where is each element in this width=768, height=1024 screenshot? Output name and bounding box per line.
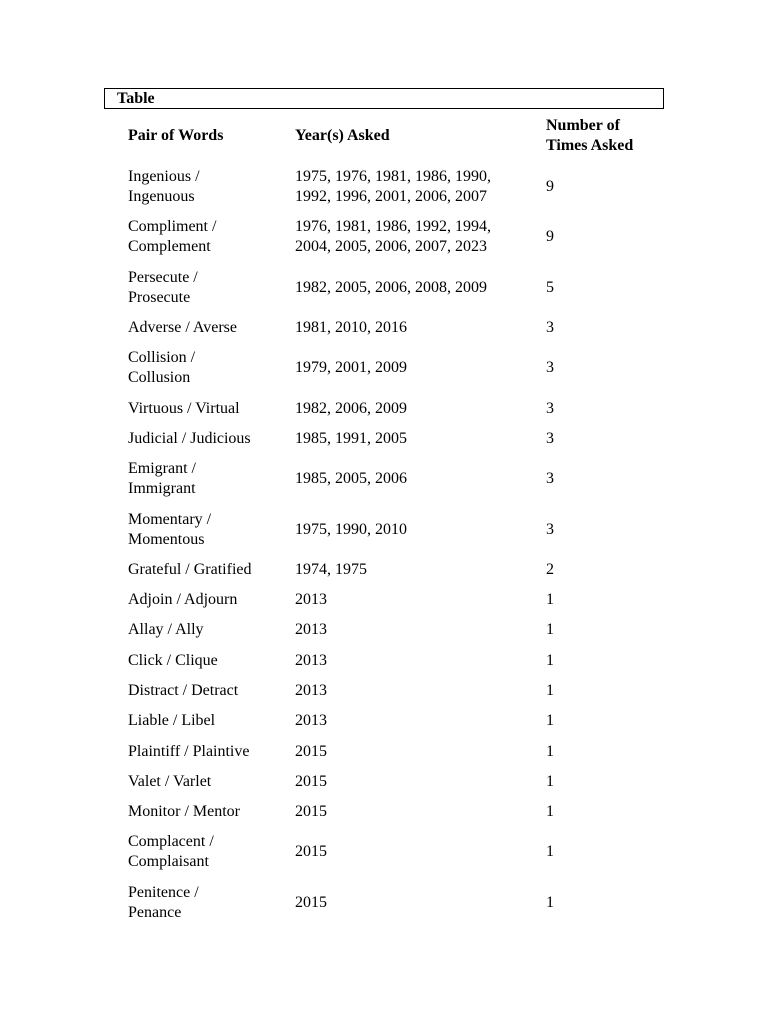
pair-cell: Valet / Varlet xyxy=(128,772,212,790)
header-pair-of-words: Pair of Words xyxy=(128,127,224,144)
pair-cell: Adverse / Averse xyxy=(128,319,237,337)
pair-cell: Persecute / Prosecute xyxy=(128,268,198,306)
count-cell: 9 xyxy=(546,178,554,196)
table-row xyxy=(118,162,666,212)
table-row xyxy=(118,767,666,797)
pair-cell: Click / Clique xyxy=(128,651,218,669)
years-cell: 1975, 1990, 2010 xyxy=(295,520,407,538)
years-cell: 2013 xyxy=(295,712,327,730)
table-row xyxy=(118,212,666,262)
pair-cell: Judicial / Judicious xyxy=(128,429,251,447)
pair-cell: Complacent / Complaisant xyxy=(128,833,214,871)
pair-cell: Compliment / Complement xyxy=(128,218,217,256)
table-header-row xyxy=(118,110,666,162)
table-row xyxy=(118,878,666,928)
count-cell: 3 xyxy=(546,319,554,337)
count-cell: 1 xyxy=(546,772,554,790)
years-cell: 1982, 2006, 2009 xyxy=(295,399,407,417)
pair-cell: Plaintiff / Plaintive xyxy=(128,742,250,760)
table-row xyxy=(118,615,666,645)
header-years-asked: Year(s) Asked xyxy=(295,127,390,144)
pair-cell: Allay / Ally xyxy=(128,621,204,639)
table-row xyxy=(118,313,666,343)
count-cell: 1 xyxy=(546,712,554,730)
pair-cell: Grateful / Gratified xyxy=(128,560,252,578)
table-row xyxy=(118,504,666,554)
years-cell: 1985, 2005, 2006 xyxy=(295,470,407,488)
table-row xyxy=(118,393,666,423)
count-cell: 2 xyxy=(546,560,554,578)
pair-cell: Virtuous / Virtual xyxy=(128,399,240,417)
table-row xyxy=(118,706,666,736)
years-cell: 1976, 1981, 1986, 1992, 1994, 2004, 2005, 2006, 2007, 2023 xyxy=(295,218,491,256)
years-cell: 2015 xyxy=(295,742,327,760)
table-row xyxy=(118,424,666,454)
table-row xyxy=(118,454,666,504)
count-cell: 9 xyxy=(546,228,554,246)
table-row xyxy=(118,585,666,615)
years-cell: 1985, 1991, 2005 xyxy=(295,429,407,447)
count-cell: 1 xyxy=(546,803,554,821)
table-row xyxy=(118,343,666,393)
count-cell: 3 xyxy=(546,470,554,488)
word-pairs-table xyxy=(118,110,666,928)
count-cell: 1 xyxy=(546,591,554,609)
years-cell: 1981, 2010, 2016 xyxy=(295,319,407,337)
count-cell: 1 xyxy=(546,651,554,669)
count-cell: 1 xyxy=(546,843,554,861)
count-cell: 1 xyxy=(546,742,554,760)
count-cell: 1 xyxy=(546,621,554,639)
years-cell: 1979, 2001, 2009 xyxy=(295,359,407,377)
years-cell: 1982, 2005, 2006, 2008, 2009 xyxy=(295,278,487,296)
table-row xyxy=(118,263,666,313)
table-row xyxy=(118,736,666,766)
count-cell: 3 xyxy=(546,520,554,538)
years-cell: 2015 xyxy=(295,803,327,821)
header-times-asked: Number of Times Asked xyxy=(546,117,634,154)
pair-cell: Monitor / Mentor xyxy=(128,803,240,821)
years-cell: 2015 xyxy=(295,772,327,790)
table-row xyxy=(118,676,666,706)
count-cell: 5 xyxy=(546,278,554,296)
table-row xyxy=(118,555,666,585)
pair-cell: Adjoin / Adjourn xyxy=(128,591,238,609)
count-cell: 1 xyxy=(546,682,554,699)
pair-cell: Penitence / Penance xyxy=(128,883,199,921)
years-cell: 1975, 1976, 1981, 1986, 1990, 1992, 1996, 2001, 2006, 2007 xyxy=(295,168,491,206)
table-title-box xyxy=(104,88,664,109)
years-cell: 2013 xyxy=(295,621,327,639)
table-row xyxy=(118,646,666,676)
years-cell: 1974, 1975 xyxy=(295,560,367,578)
years-cell: 2013 xyxy=(295,651,327,669)
years-cell: 2015 xyxy=(295,893,327,911)
years-cell: 2013 xyxy=(295,591,327,609)
count-cell: 3 xyxy=(546,429,554,447)
years-cell: 2013 xyxy=(295,682,327,699)
pair-cell: Collision / Collusion xyxy=(128,349,196,387)
pair-cell: Ingenious / Ingenuous xyxy=(128,168,200,206)
table-row xyxy=(118,797,666,827)
count-cell: 1 xyxy=(546,893,554,911)
pair-cell: Emigrant / Immigrant xyxy=(128,460,196,498)
pair-cell: Momentary / Momentous xyxy=(128,510,212,548)
pair-cell: Distract / Detract xyxy=(128,682,239,699)
pair-cell: Liable / Libel xyxy=(128,712,216,730)
count-cell: 3 xyxy=(546,399,554,417)
table-row xyxy=(118,827,666,877)
count-cell: 3 xyxy=(546,359,554,377)
table-title: Table xyxy=(117,90,155,107)
years-cell: 2015 xyxy=(295,843,327,861)
